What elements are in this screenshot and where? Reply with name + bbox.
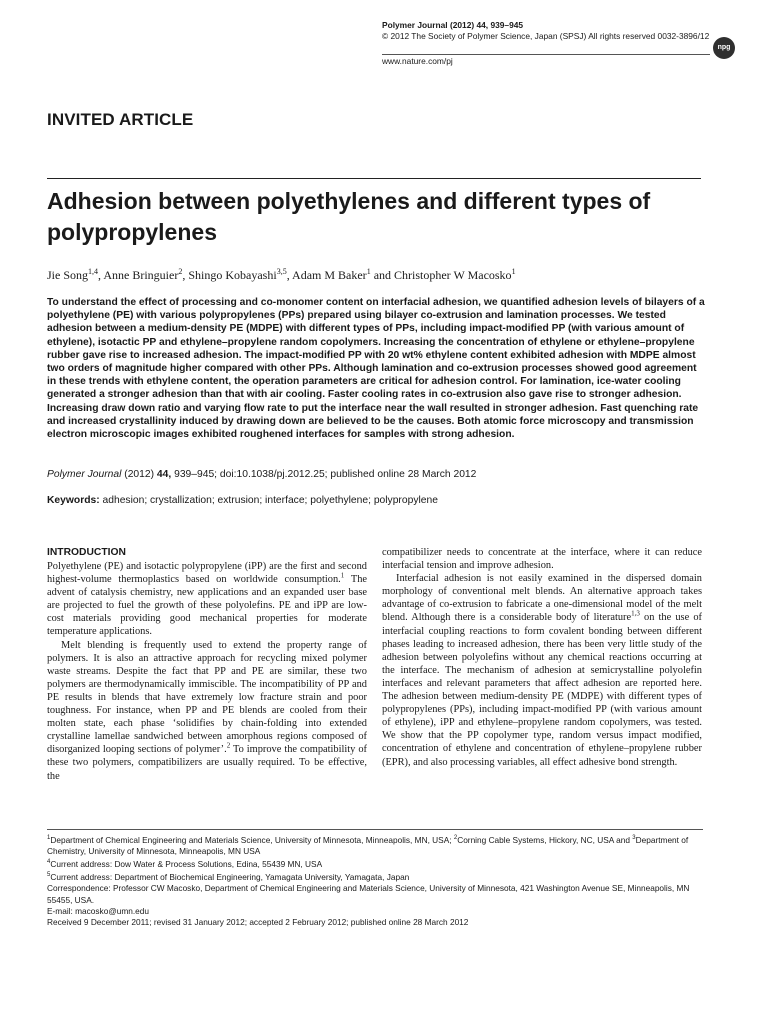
body-column-right <box>382 546 702 769</box>
author-list: Jie Song$^{1,4}$, Anne Bringuier$^2$, Shingo Kobayashi$^{3,5}$, Adam M Baker$^1$ and Christopher W Macosko$^1$ <box>47 267 516 282</box>
footnote-email[interactable]: E-mail: macosko@umn.edu <box>47 906 150 917</box>
section-heading: INTRODUCTION <box>47 547 126 558</box>
keywords-text: adhesion; crystallization; extrusion; interface; polyethylene; polypropylene <box>99 495 438 506</box>
header-rule <box>382 54 710 55</box>
footnote-affiliations: $^1$Department of Chemical Engineering and Materials Science, University of Minnesota, Minneapolis, MN, USA; $^2$Corning Cable Systems, Hickory, NC, USA and $^3$Department of Chemistry, University of Minnesota, Minneapolis, MN USA <box>47 834 689 857</box>
article-type: INVITED ARTICLE <box>47 110 194 129</box>
author-affiliation: 1 <box>511 267 516 276</box>
author-name: Jie Song <box>47 268 89 282</box>
author-affiliation: 2 <box>178 267 183 276</box>
journal-header <box>382 20 722 66</box>
npg-logo: npg <box>713 37 735 59</box>
citation-details: 939–945; doi:10.1038/pj.2012.25; published online 28 March 2012 <box>171 469 477 480</box>
keywords <box>47 495 705 506</box>
footnote-dates: Received 9 December 2011; revised 31 January 2012; accepted 2 February 2012; published online 28 March 2012 <box>47 917 469 928</box>
copyright-line: © 2012 The Society of Polymer Science, Japan (SPSJ) All rights reserved 0032-3896/12 <box>382 31 710 42</box>
body-column-left <box>47 546 367 783</box>
article-title: Adhesion between polyethylenes and different types of polypropylenes <box>47 188 651 245</box>
footnotes <box>47 833 707 929</box>
footnote-address-4: $^4$Current address: Dow Water & Process Solutions, Edina, 55439 MN, USA <box>47 859 323 870</box>
title-rule <box>47 178 701 179</box>
footnote-address-5: $^5$Current address: Department of Biochemical Engineering, Yamagata University, Yamagata, Japan <box>47 872 410 883</box>
footnote-correspondence: Correspondence: Professor CW Macosko, Department of Chemical Engineering and Materials Science, University of Minnesota, 421 Washington Avenue SE, Minneapolis, MN 55455, USA. <box>47 883 690 905</box>
journal-url[interactable]: www.nature.com/pj <box>382 56 453 66</box>
footnote-rule <box>47 829 703 830</box>
author-affiliation: 3,5 <box>276 267 287 276</box>
citation-line: Polymer Journal (2012) 44, 939–945; doi:10.1038/pj.2012.25; published online 28 March 2012 <box>47 469 477 480</box>
author-name: Shingo Kobayashi <box>188 268 277 282</box>
abstract: To understand the effect of processing and co-monomer content on interfacial adhesion, we quantified adhesion levels of bilayers of a polyethylene (PE) with various polypropylenes (PPs) prepared using bilayer co-extrusion and lamination processes. We tested adhesion between a medium-density PE (MDPE) with different types of PPs, including impact-modified PP (with various amount of ethylene), isotactic PP and ethylene–propylene random copolymers. Increasing the concentration of ethylene or ethylene–propylene rubber gave rise to increased adhesion. The impact-modified PP with 20 wt% ethylene content exhibited adhesion with MDPE almost two orders of magnitude higher compared with other PPs. Although lamination and co-extrusion processes showed good agreement in these trends with ethylene content, the operation parameters are critical for adhesion control. For lamination, ice-water cooling generated a stronger adhesion than that with air cooling. Faster cooling rates in co-extrusion also gave rise to stronger adhesion. Increasing draw down ratio and varying flow rate to put the interface near the wall resulted in stronger adhesion. Fast quenching rate and increased crystallinity induced by drawing down are believed to be the causes. Both atomic force microscopy and transmission electron microscopic images exhibited roughened interfaces for samples with strong adhesion. <box>47 297 705 441</box>
paragraph: Interfacial adhesion is not easily examined in the dispersed domain morphology of conventional melt blends. An alternative approach takes advantage of co-extrusion to fabricate a one-dimensional model of the melt blend. Although there is a considerable body of literature$^{1,3}$ on the use of interfacial coupling reactions to form covalent bonding between different phases leading to increased adhesion, there has been very little study of the adhesion between polyolefins without any chemical reactions occurring at the interface. The mechanism of adhesion at semicrystalline polyolefin interfaces and relevant parameters that affect adhesion are reported here. The adhesion between medium-density PE (MDPE) with different types of polypropylenes (PPs), including impact-modified PP (with various amount of ethylene), iPP and ethylene–propylene random copolymers, was tested. We show that the PP copolymer type, random versus impact modified, concentration of ethylene and concentration of ethylene–propylene rubber (EPR), and also processing variables, all effect adhesive bond strength. <box>382 573 702 768</box>
paragraph: compatibilizer needs to concentrate at the interface, where it can reduce interfacial tension and improve adhesion. <box>382 547 702 572</box>
citation-volume: 44, <box>156 469 172 480</box>
author-name: Anne Bringuier <box>103 268 179 282</box>
author-affiliation: 1 <box>366 267 371 276</box>
journal-line: Polymer Journal (2012) 44, 939–945 <box>382 20 524 30</box>
author-name: Christopher W Macosko <box>394 268 512 282</box>
citation-journal: Polymer Journal <box>47 469 122 480</box>
keywords-label: Keywords: <box>47 495 100 506</box>
paragraph: Melt blending is frequently used to extend the property range of polymers. It is also an attractive approach for recycling mixed polymer waste streams. Despite the fact that PP and PE are similar, these two polymers are thermodynamically immiscible. The incompatibility of PP and PE results in blends that have extremely low fracture strain and poor toughness. For instance, when PP and PE blends are cooled from their molten state, each phase ‘solidifies by chain-folding into extended crystalline lamellae sandwiched between amorphous regions composed of disorganized looping sections of polymer’.$^2$ To improve the compatibility of these two polymers, compatibilizers are usually required. To be effective, the <box>47 639 367 782</box>
author-name: Adam M Baker <box>292 268 367 282</box>
paragraph: Polyethylene (PE) and isotactic polypropylene (iPP) are the first and second highest-volume thermoplastics based on worldwide consumption.$^1$ The advent of catalysis chemistry, new applications and an expanded user base are projected to fuel the growth of these polyolefins. PE and iPP are low-cost materials providing good mechanical properties for moderate temperature applications. <box>47 561 367 638</box>
author-affiliation: 1,4 <box>88 267 99 276</box>
